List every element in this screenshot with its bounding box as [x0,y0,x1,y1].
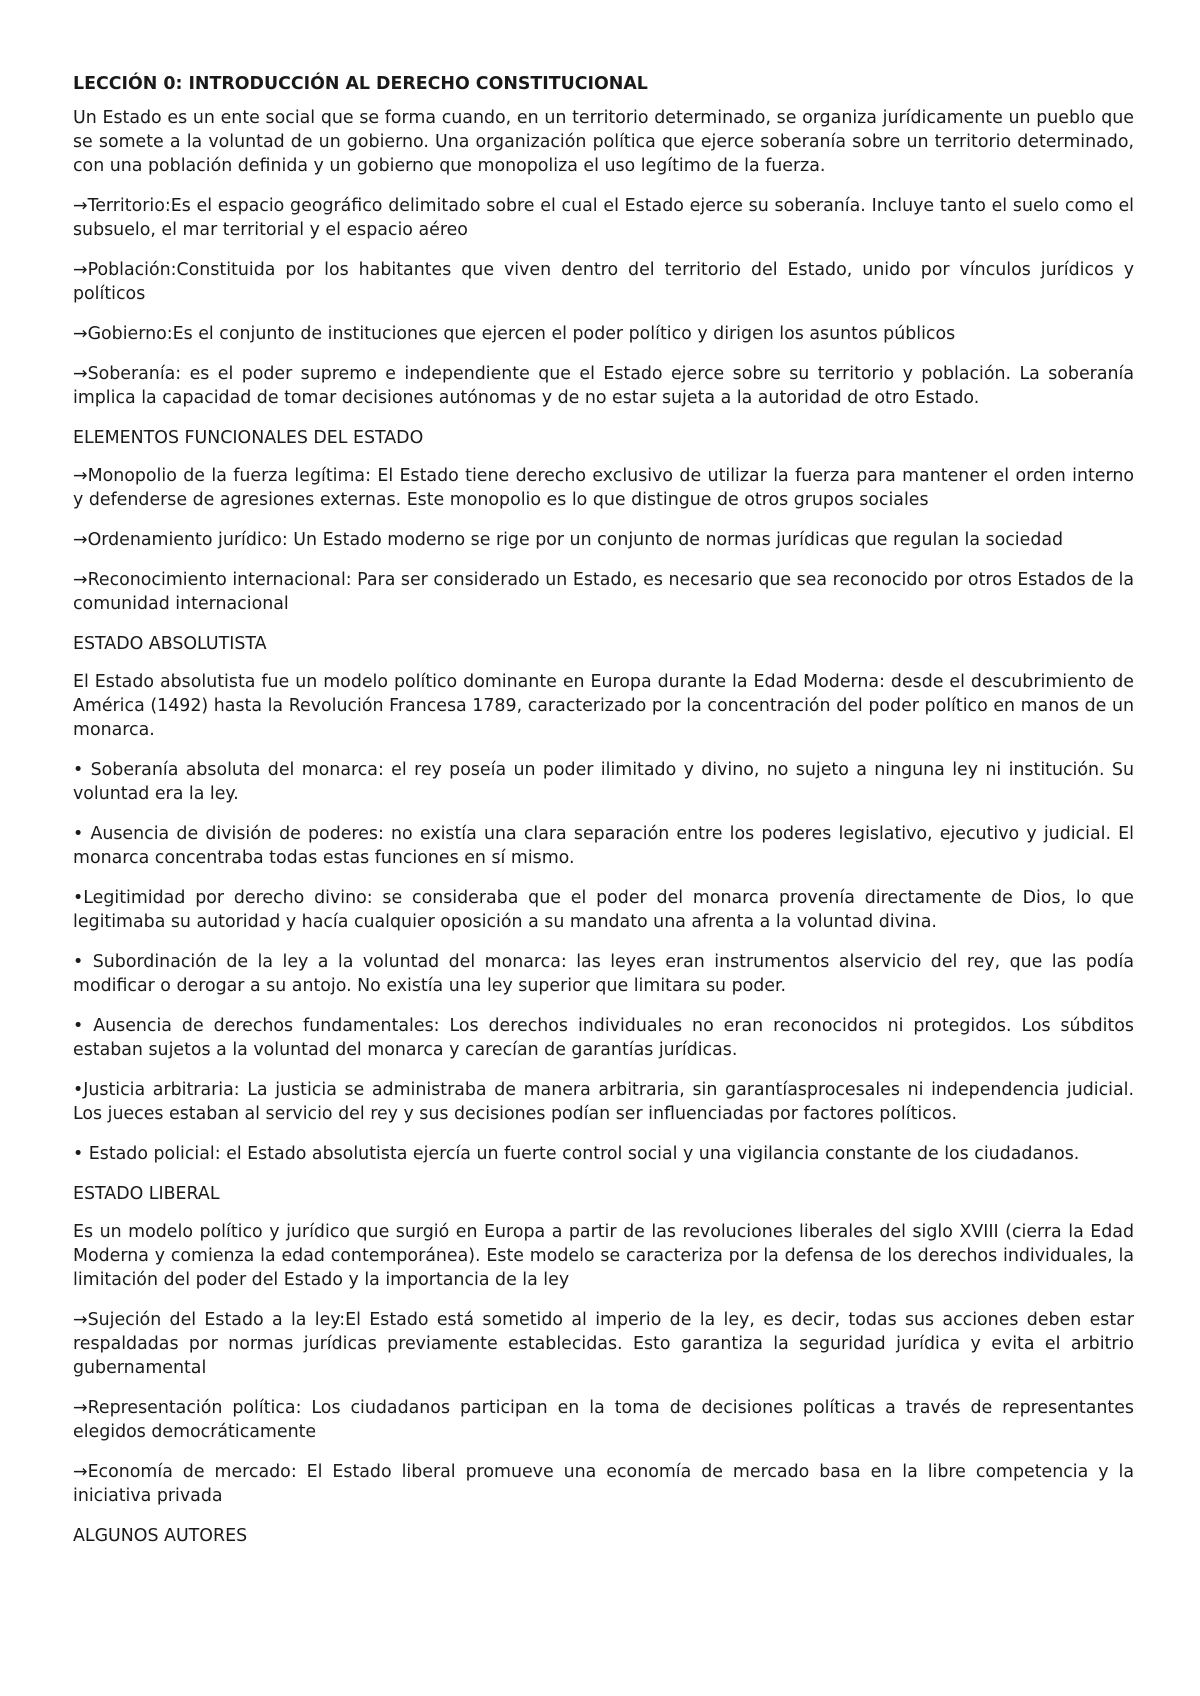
bullet-estado-policial: • Estado policial: el Estado absolutista ejercía un fuerte control social y una vigilancia constante de los ciudadanos. [73,1144,1080,1164]
paragraph-ordenamiento-juridico: →Ordenamiento jurídico: Un Estado moderno se rige por un conjunto de normas jurídicas que regulan la sociedad [73,530,1064,550]
paragraph-liberal-intro: Es un modelo político y jurídico que surgió en Europa a partir de las revoluciones liberales del siglo XVIII (cierra la Edad Moderna y comienza la edad contemporánea). Este modelo se caracteriza por la defensa de los derechos individuales, la limitación del poder del Estado y la importancia de la ley [73,1222,1134,1290]
bullet-derechos-fundamentales: • Ausencia de derechos fundamentales: Los derechos individuales no eran reconocidos ni protegidos. Los súbditos estaban sujetos a la voluntad del monarca y carecían de garantías jurídicas. [73,1016,1134,1060]
bullet-justicia-arbitraria: •Justicia arbitraria: La justicia se administraba de manera arbitraria, sin garantíasprocesales ni independencia judicial. Los jueces estaban al servicio del rey y sus decisiones podían ser influenciadas por factores políticos. [73,1080,1134,1124]
paragraph-territorio: →Territorio:Es el espacio geográfico delimitado sobre el cual el Estado ejerce su soberanía. Incluye tanto el suelo como el subsuelo, el mar territorial y el espacio aéreo [73,196,1134,240]
bullet-division-poderes: • Ausencia de división de poderes: no existía una clara separación entre los poderes legislativo, ejecutivo y judicial. El monarca concentraba todas estas funciones en sí mismo. [73,824,1134,868]
paragraph-absolutista-intro: El Estado absolutista fue un modelo político dominante en Europa durante la Edad Moderna: desde el descubrimiento de América (1492) hasta la Revolución Francesa 1789, caracterizado por la concentración del poder político en manos de un monarca. [73,672,1134,740]
paragraph-economia-mercado: →Economía de mercado: El Estado liberal promueve una economía de mercado basa en la libre competencia y la iniciativa privada [73,1462,1134,1506]
paragraph-soberania: →Soberanía: es el poder supremo e independiente que el Estado ejerce sobre su territorio y población. La soberanía implica la capacidad de tomar decisiones autónomas y de no estar sujeta a la autoridad de otro Estado. [73,364,1134,408]
bullet-soberania-absoluta: • Soberanía absoluta del monarca: el rey poseía un poder ilimitado y divino, no sujeto a ninguna ley ni institución. Su voluntad era la ley. [73,760,1134,804]
paragraph-poblacion: →Población:Constituida por los habitantes que viven dentro del territorio del Estado, unido por vínculos jurídicos y políticos [73,260,1134,304]
bullet-subordinacion-ley: • Subordinación de la ley a la voluntad del monarca: las leyes eran instrumentos alservicio del rey, que las podía modificar o derogar a su antojo. No existía una ley superior que limitara su poder. [73,952,1134,996]
paragraph-representacion-politica: →Representación política: Los ciudadanos participan en la toma de decisiones políticas a través de representantes elegidos democráticamente [73,1398,1134,1442]
paragraph-sujecion-ley: →Sujeción del Estado a la ley:El Estado está sometido al imperio de la ley, es decir, todas sus acciones deben estar respaldadas por normas jurídicas previamente establecidas. Esto garantiza la seguridad jurídica y evita el arbitrio gubernamental [73,1310,1134,1378]
heading-estado-absolutista: ESTADO ABSOLUTISTA [73,634,267,654]
document-title: LECCIÓN 0: INTRODUCCIÓN AL DERECHO CONSTITUCIONAL [73,74,648,94]
paragraph-monopolio-fuerza: →Monopolio de la fuerza legítima: El Estado tiene derecho exclusivo de utilizar la fuerza para mantener el orden interno y defenderse de agresiones externas. Este monopolio es lo que distingue de otros grupos sociales [73,466,1134,510]
paragraph-estado-definicion: Un Estado es un ente social que se forma cuando, en un territorio determinado, se organiza jurídicamente un pueblo que se somete a la voluntad de un gobierno. Una organización política que ejerce soberanía sobre un territorio determinado, con una población definida y un gobierno que monopoliza el uso legítimo de la fuerza. [73,108,1134,176]
heading-elementos-funcionales: ELEMENTOS FUNCIONALES DEL ESTADO [73,428,424,448]
heading-algunos-autores: ALGUNOS AUTORES [73,1526,248,1546]
bullet-derecho-divino: •Legitimidad por derecho divino: se consideraba que el poder del monarca provenía directamente de Dios, lo que legitimaba su autoridad y hacía cualquier oposición a su mandato una afrenta a la voluntad divina. [73,888,1134,932]
heading-estado-liberal: ESTADO LIBERAL [73,1184,220,1204]
paragraph-reconocimiento-internacional: →Reconocimiento internacional: Para ser considerado un Estado, es necesario que sea reconocido por otros Estados de la comunidad internacional [73,570,1134,614]
paragraph-gobierno: →Gobierno:Es el conjunto de instituciones que ejercen el poder político y dirigen los asuntos públicos [73,324,956,344]
